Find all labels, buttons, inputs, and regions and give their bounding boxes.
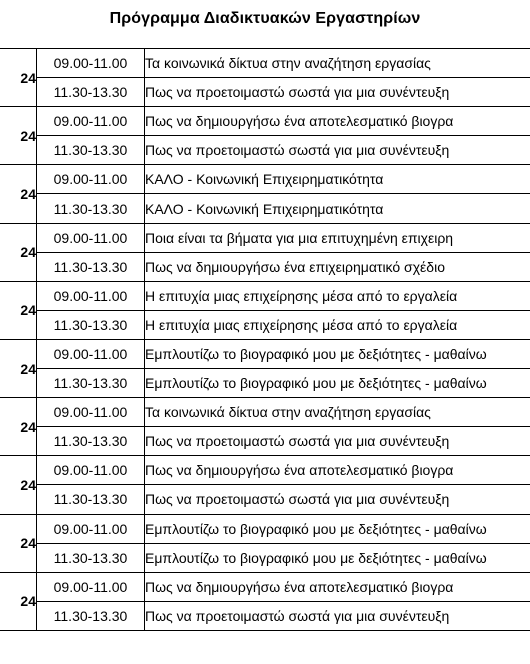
table-row	[0, 427, 530, 456]
topic-cell: Η επιτυχία μιας επιχείρησης μέσα από το εργαλεία	[145, 310, 530, 339]
topic-cell: Πως να προετοιμαστώ σωστά για μια συνέντευξη	[145, 78, 530, 107]
schedule-table	[0, 48, 530, 631]
topic-cell: Πως να δημιουργήσω ένα αποτελεσματικό βιογρα	[145, 456, 530, 485]
time-cell: 09.00-11.00	[37, 165, 145, 194]
time-cell: 09.00-11.00	[37, 339, 145, 368]
topic-cell: Πως να προετοιμαστώ σωστά για μια συνέντευξη	[145, 601, 530, 630]
time-cell: 11.30-13.30	[37, 252, 145, 281]
table-row	[0, 136, 530, 165]
table-row	[0, 310, 530, 339]
table-row	[0, 165, 530, 194]
table-row	[0, 49, 530, 78]
topic-cell: Πως να δημιουργήσω ένα αποτελεσματικό βιογρα	[145, 107, 530, 136]
schedule-body	[0, 49, 530, 631]
table-row	[0, 223, 530, 252]
date-cell: 24	[0, 49, 37, 107]
date-cell: 24	[0, 398, 37, 456]
time-cell: 11.30-13.30	[37, 78, 145, 107]
time-cell: 09.00-11.00	[37, 572, 145, 601]
topic-cell: Πως να δημιουργήσω ένα αποτελεσματικό βιογρα	[145, 572, 530, 601]
date-cell: 24	[0, 456, 37, 514]
time-cell: 09.00-11.00	[37, 49, 145, 78]
date-cell: 24	[0, 281, 37, 339]
time-cell: 11.30-13.30	[37, 136, 145, 165]
topic-cell: ΚΑΛΟ - Κοινωνική Επιχειρηματικότητα	[145, 194, 530, 223]
date-cell: 24	[0, 165, 37, 223]
topic-cell: Εμπλουτίζω το βιογραφικό μου με δεξιότητες - μαθαίνω	[145, 339, 530, 368]
table-row	[0, 601, 530, 630]
time-cell: 09.00-11.00	[37, 281, 145, 310]
topic-cell: Εμπλουτίζω το βιογραφικό μου με δεξιότητες - μαθαίνω	[145, 369, 530, 398]
topic-cell: Ποια είναι τα βήματα για μια επιτυχημένη επιχειρη	[145, 223, 530, 252]
date-cell: 24	[0, 339, 37, 397]
table-row	[0, 107, 530, 136]
table-row	[0, 485, 530, 514]
table-row	[0, 514, 530, 543]
topic-cell: Τα κοινωνικά δίκτυα στην αναζήτηση εργασίας	[145, 49, 530, 78]
date-cell: 24	[0, 223, 37, 281]
time-cell: 11.30-13.30	[37, 427, 145, 456]
date-cell: 24	[0, 514, 37, 572]
time-cell: 11.30-13.30	[37, 601, 145, 630]
time-cell: 11.30-13.30	[37, 310, 145, 339]
topic-cell: Πως να προετοιμαστώ σωστά για μια συνέντευξη	[145, 427, 530, 456]
table-row	[0, 339, 530, 368]
table-row	[0, 194, 530, 223]
topic-cell: Πως να προετοιμαστώ σωστά για μια συνέντευξη	[145, 136, 530, 165]
date-cell: 24	[0, 107, 37, 165]
time-cell: 09.00-11.00	[37, 514, 145, 543]
table-row	[0, 369, 530, 398]
table-row	[0, 281, 530, 310]
time-cell: 09.00-11.00	[37, 223, 145, 252]
time-cell: 11.30-13.30	[37, 194, 145, 223]
topic-cell: Εμπλουτίζω το βιογραφικό μου με δεξιότητες - μαθαίνω	[145, 514, 530, 543]
time-cell: 09.00-11.00	[37, 107, 145, 136]
time-cell: 09.00-11.00	[37, 456, 145, 485]
time-cell: 11.30-13.30	[37, 543, 145, 572]
topic-cell: Η επιτυχία μιας επιχείρησης μέσα από το εργαλεία	[145, 281, 530, 310]
date-cell: 24	[0, 572, 37, 630]
topic-cell: ΚΑΛΟ - Κοινωνική Επιχειρηματικότητα	[145, 165, 530, 194]
time-cell: 09.00-11.00	[37, 398, 145, 427]
table-row	[0, 252, 530, 281]
table-row	[0, 456, 530, 485]
table-row	[0, 543, 530, 572]
table-row	[0, 78, 530, 107]
table-row	[0, 398, 530, 427]
topic-cell: Πως να προετοιμαστώ σωστά για μια συνέντευξη	[145, 485, 530, 514]
time-cell: 11.30-13.30	[37, 369, 145, 398]
time-cell: 11.30-13.30	[37, 485, 145, 514]
table-row	[0, 572, 530, 601]
topic-cell: Τα κοινωνικά δίκτυα στην αναζήτηση εργασίας	[145, 398, 530, 427]
page-title: Πρόγραμμα Διαδικτυακών Εργαστηρίων	[109, 10, 421, 27]
topic-cell: Πως να δημιουργήσω ένα επιχειρηματικό σχέδιο	[145, 252, 530, 281]
topic-cell: Εμπλουτίζω το βιογραφικό μου με δεξιότητες - μαθαίνω	[145, 543, 530, 572]
